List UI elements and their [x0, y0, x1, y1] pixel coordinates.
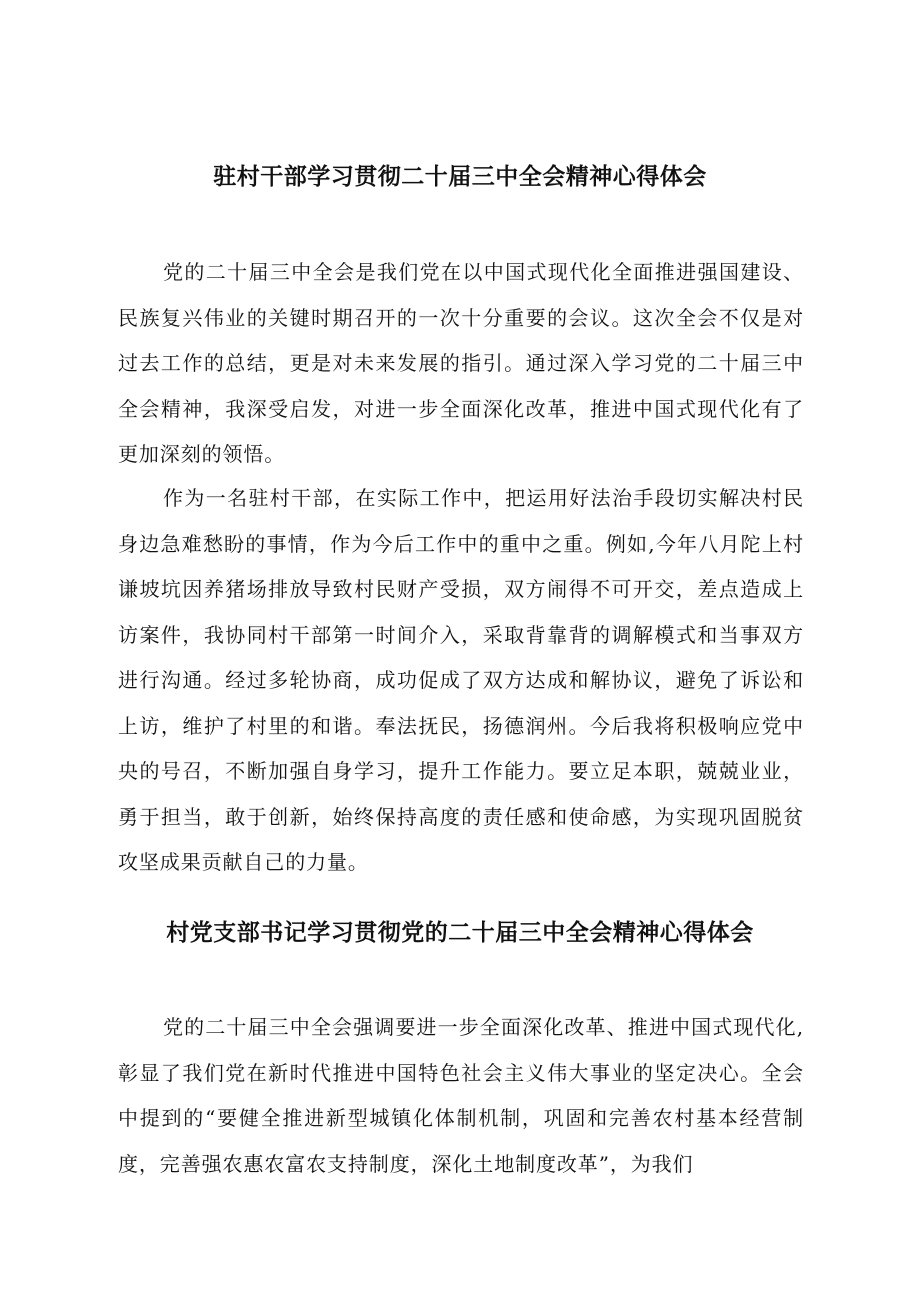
paragraph-reform: 党的二十届三中全会强调要进一步全面深化改革、推进中国式现代化,彰显了我们党在新时代推进中国特色社会主义伟大事业的坚定决心。全会中提到的“要健全推进新型城镇化体制机制，巩固和完善农村基本经营制度，完善强农惠农富农支持制度，深化土地制度改革”，为我们 — [118, 1015, 804, 1176]
paragraph-intro: 党的二十届三中全会是我们党在以中国式现代化全面推进强国建设、民族复兴伟业的关键时期召开的一次十分重要的会议。这次全会不仅是对过去工作的总结，更是对未来发展的指引。通过深入学习党的二十届三中全会精神，我深受启发，对进一步全面深化改革，推进中国式现代化有了更加深刻的领悟。 — [118, 260, 804, 466]
paragraph-work-example: 作为一名驻村干部，在实际工作中，把运用好法治手段切实解决村民身边急难愁盼的事情，作为今后工作中的重中之重。例如,今年八月陀上村谦坡坑因养猪场排放导致村民财产受损，双方闹得不可开交，差点造成上访案件，我协同村干部第一时间介入，采取背靠背的调解模式和当事双方进行沟通。经过多轮协商，成功促成了双方达成和解协议，避免了诉讼和上访，维护了村里的和谐。奉法抚民，扬德润州。今后我将积极响应党中央的号召，不断加强自身学习，提升工作能力。要立足本职，兢兢业业，勇于担当，敢于创新，始终保持高度的责任感和使命感，为实现巩固脱贫攻坚成果贡献自己的力量。 — [118, 486, 804, 874]
section-title-village-cadre: 驻村干部学习贯彻二十届三中全会精神心得体会 — [213, 164, 707, 190]
section-title-party-secretary: 村党支部书记学习贯彻党的二十届三中全会精神心得体会 — [166, 920, 754, 946]
